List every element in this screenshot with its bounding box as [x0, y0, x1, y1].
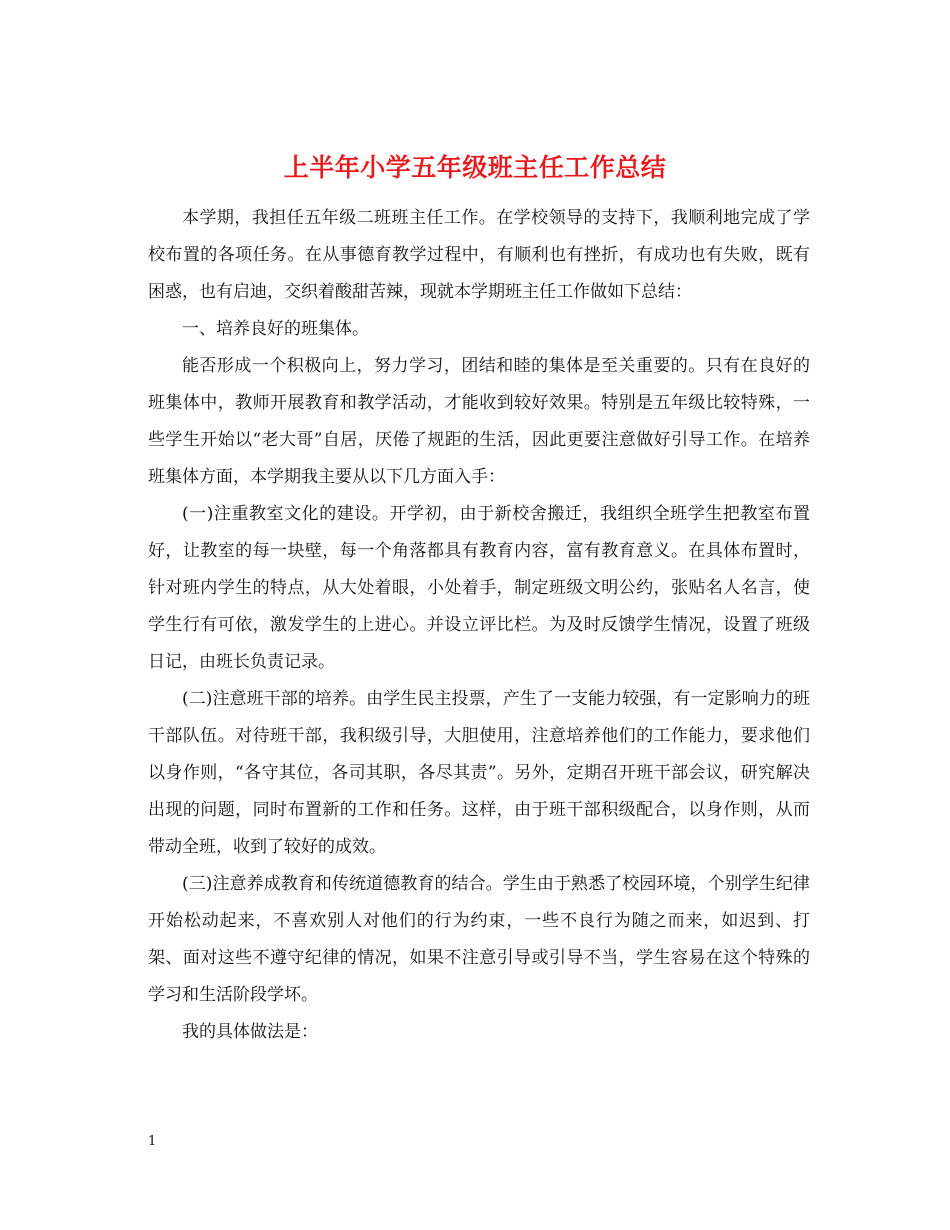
page-number: 1 [148, 1134, 157, 1149]
document-title: 上半年小学五年级班主任工作总结 [283, 152, 667, 182]
section-heading-1: 一、培养良好的班集体。 [182, 319, 369, 339]
paragraph-class-cadres: (二)注意班干部的培养。由学生民主投票，产生了一支能力较强，有一定影响力的班干部队伍。对待班干部，我积级引导，大胆使用，注意培养他们的工作能力，要求他们以身作则，“各守其位，各司其职，各尽其责”。另外，定期召开班干部会议，研究解决出现的问题，同时布置新的工作和任务。这样，由于班干部积级配合，以身作则，从而带动全班，收到了较好的成效。 [148, 689, 810, 857]
paragraph-class-collective: 能否形成一个积极向上，努力学习，团结和睦的集体是至关重要的。只有在良好的班集体中，教师开展教育和教学活动，才能收到较好效果。特别是五年级比较特殊，一些学生开始以“老大哥”自居，厌倦了规距的生活，因此更要注意做好引导工作。在培养班集体方面，本学期我主要从以下几方面入手： [148, 356, 810, 487]
paragraph-classroom-culture: (一)注重教室文化的建设。开学初，由于新校舍搬迁，我组织全班学生把教室布置好，让教室的每一块壁，每一个角落都具有教育内容，富有教育意义。在具体布置时，针对班内学生的特点，从大处着眼，小处着手，制定班级文明公约，张贴名人名言，使学生行有可依，激发学生的上进心。并设立评比栏。为及时反馈学生情况，设置了班级日记，由班长负责记录。 [148, 504, 810, 672]
document-body [148, 200, 810, 1051]
paragraph-habit-education: (三)注意养成教育和传统道德教育的结合。学生由于熟悉了校园环境，个别学生纪律开始松动起来，不喜欢别人对他们的行为约束，一些不良行为随之而来，如迟到、打架、面对这些不遵守纪律的情况，如果不注意引导或引导不当，学生容易在这个特殊的学习和生活阶段学坏。 [148, 874, 810, 1005]
paragraph-intro: 本学期，我担任五年级二班班主任工作。在学校领导的支持下，我顺利地完成了学校布置的各项任务。在从事德育教学过程中，有顺利也有挫折，有成功也有失败，既有困惑，也有启迪，交织着酸甜苦辣，现就本学期班主任工作做如下总结： [148, 208, 810, 302]
paragraph-specific-methods: 我的具体做法是： [182, 1022, 318, 1042]
